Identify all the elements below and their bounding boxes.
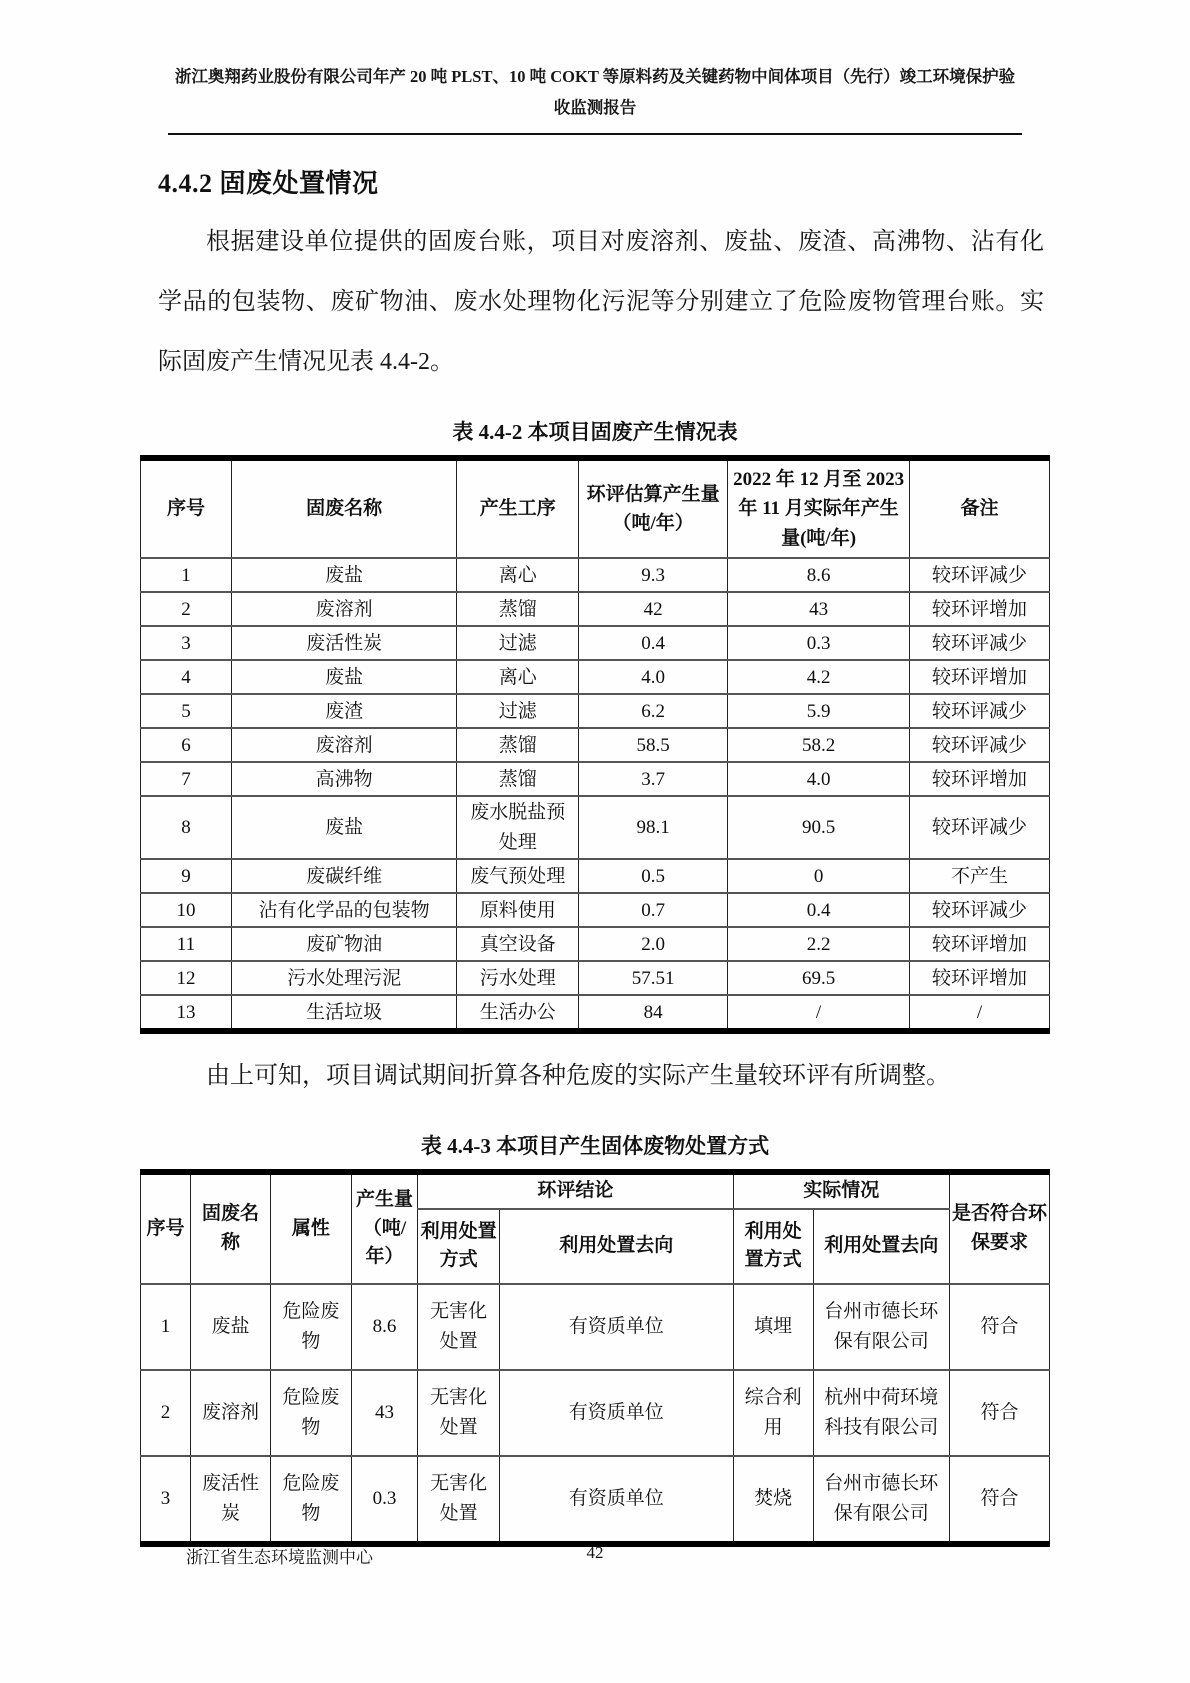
table1-header-process: 产生工序 [457, 458, 579, 558]
table-cell: 过滤 [457, 694, 579, 728]
table-cell: 6.2 [579, 694, 728, 728]
table2-header-group-actual: 实际情况 [733, 1172, 949, 1209]
table-cell: 0.4 [579, 626, 728, 660]
table-cell: 危险废物 [270, 1284, 351, 1370]
table-row [141, 728, 1050, 762]
table-cell: 废溶剂 [231, 728, 456, 762]
table-cell: 危险废物 [270, 1370, 351, 1456]
table1-title: 表 4.4-2 本项目固废产生情况表 [452, 420, 738, 445]
table-row [141, 592, 1050, 626]
table-cell: 3 [141, 626, 232, 660]
table-cell: 较环评减少 [909, 893, 1049, 927]
table2-header-attribute: 属性 [270, 1172, 351, 1284]
table-cell: 高沸物 [231, 762, 456, 796]
table-cell: 杭州中荷环境科技有限公司 [813, 1370, 949, 1456]
table-cell: 4.0 [579, 660, 728, 694]
table-cell: 0.3 [728, 626, 910, 660]
table-cell: / [728, 995, 910, 1031]
table-cell: 4.2 [728, 660, 910, 694]
table-cell: 13 [141, 995, 232, 1031]
table-cell: 危险废物 [270, 1456, 351, 1544]
table-cell: 11 [141, 927, 232, 961]
table-cell: 废盐 [231, 558, 456, 592]
table-cell: 9 [141, 859, 232, 893]
table2-header-seq: 序号 [141, 1172, 191, 1284]
footer-organization: 浙江省生态环境监测中心 [186, 1548, 373, 1567]
table-cell: 5 [141, 694, 232, 728]
table-cell: 7 [141, 762, 232, 796]
table-cell: 8.6 [351, 1284, 417, 1370]
table-cell: 较环评减少 [909, 558, 1049, 592]
table-row [141, 694, 1050, 728]
footer-page-number: 42 [586, 1543, 604, 1562]
table1-header-seq: 序号 [141, 458, 232, 558]
table-row [141, 796, 1050, 859]
table-row [141, 1284, 1050, 1370]
table1-body [141, 558, 1050, 1031]
table-cell: 真空设备 [457, 927, 579, 961]
table-cell: 58.5 [579, 728, 728, 762]
table-cell: 原料使用 [457, 893, 579, 927]
table-cell: 废活性炭 [231, 626, 456, 660]
table-row [141, 961, 1050, 995]
table-cell: 0.7 [579, 893, 728, 927]
table-cell: 废溶剂 [231, 592, 456, 626]
table-cell: 台州市德长环保有限公司 [813, 1456, 949, 1544]
table-cell: 废水脱盐预处理 [457, 796, 579, 859]
page-header-title: 浙江奥翔药业股份有限公司年产 20 吨 PLST、10 吨 COKT 等原料药及关键药物中间体项目（先行）竣工环境保护验收监测报告 [168, 0, 1022, 135]
table-cell: 较环评减少 [909, 626, 1049, 660]
table1-header-row [141, 458, 1050, 558]
table-cell: 过滤 [457, 626, 579, 660]
table-cell: 2.2 [728, 927, 910, 961]
paragraph-conclusion: 由上可知，项目调试期间折算各种危废的实际产生量较环评有所调整。 [206, 1063, 950, 1090]
table-cell: 较环评增加 [909, 592, 1049, 626]
table-cell: 不产生 [909, 859, 1049, 893]
table-cell: 1 [141, 1284, 191, 1370]
waste-disposal-table [140, 1169, 1050, 1547]
table-cell: 台州市德长环保有限公司 [813, 1284, 949, 1370]
table-row [141, 995, 1050, 1031]
table-cell: 10 [141, 893, 232, 927]
table-cell: 离心 [457, 660, 579, 694]
table-cell: 0.5 [579, 859, 728, 893]
table-cell: 43 [351, 1370, 417, 1456]
table-cell: 8.6 [728, 558, 910, 592]
table-row [141, 1370, 1050, 1456]
table-cell: 废渣 [231, 694, 456, 728]
table-cell: 4.0 [728, 762, 910, 796]
table-cell: 污水处理污泥 [231, 961, 456, 995]
table-row [141, 1456, 1050, 1544]
table-cell: 离心 [457, 558, 579, 592]
table-cell: 无害化处置 [418, 1456, 500, 1544]
table-cell: 3.7 [579, 762, 728, 796]
table-cell: 蒸馏 [457, 592, 579, 626]
table1-header-waste-name: 固废名称 [231, 458, 456, 558]
table-cell: 较环评增加 [909, 927, 1049, 961]
table-row [141, 626, 1050, 660]
table-cell: 有资质单位 [500, 1370, 734, 1456]
table-cell: 有资质单位 [500, 1284, 734, 1370]
table-cell: 2.0 [579, 927, 728, 961]
table2-title: 表 4.4-3 本项目产生固体废物处置方式 [420, 1134, 770, 1159]
table-cell: 3 [141, 1456, 191, 1544]
table-row [141, 927, 1050, 961]
table-cell: 0.4 [728, 893, 910, 927]
table-cell: 有资质单位 [500, 1456, 734, 1544]
table-cell: 较环评减少 [909, 728, 1049, 762]
table-cell: 58.2 [728, 728, 910, 762]
table-cell: 蒸馏 [457, 728, 579, 762]
table-cell: 0.3 [351, 1456, 417, 1544]
table-cell: 废碳纤维 [231, 859, 456, 893]
table-cell: 5.9 [728, 694, 910, 728]
table-cell: / [909, 995, 1049, 1031]
table-cell: 8 [141, 796, 232, 859]
table-cell: 符合 [949, 1456, 1049, 1544]
table2-header-actual-method: 利用处置方式 [733, 1209, 813, 1284]
table1-header-actual-amount: 2022 年 12 月至 2023 年 11 月实际年产生量(吨/年) [728, 458, 910, 558]
table-cell: 污水处理 [457, 961, 579, 995]
table-row [141, 762, 1050, 796]
table-cell: 废气预处理 [457, 859, 579, 893]
table2-header-amount: 产生量（吨/年） [351, 1172, 417, 1284]
table2-header-waste-name: 固废名称 [190, 1172, 270, 1284]
table-cell: 84 [579, 995, 728, 1031]
table-cell: 较环评增加 [909, 762, 1049, 796]
table-cell: 废盐 [190, 1284, 270, 1370]
table-cell: 98.1 [579, 796, 728, 859]
table-cell: 无害化处置 [418, 1370, 500, 1456]
table-cell: 6 [141, 728, 232, 762]
table-cell: 符合 [949, 1284, 1049, 1370]
table-cell: 2 [141, 592, 232, 626]
table-cell: 57.51 [579, 961, 728, 995]
table-cell: 无害化处置 [418, 1284, 500, 1370]
table-cell: 较环评减少 [909, 796, 1049, 859]
table-cell: 蒸馏 [457, 762, 579, 796]
table-cell: 42 [579, 592, 728, 626]
table-cell: 较环评增加 [909, 961, 1049, 995]
table-cell: 废盐 [231, 660, 456, 694]
table-cell: 废盐 [231, 796, 456, 859]
table-cell: 0 [728, 859, 910, 893]
table1-header-remark: 备注 [909, 458, 1049, 558]
table2-header-group-row [141, 1172, 1050, 1209]
table-row [141, 859, 1050, 893]
table-cell: 1 [141, 558, 232, 592]
table-cell: 4 [141, 660, 232, 694]
table2-header-group-eia: 环评结论 [418, 1172, 733, 1209]
table-cell: 废溶剂 [190, 1370, 270, 1456]
table1-header-eia-amount: 环评估算产生量（吨/年） [579, 458, 728, 558]
table-cell: 填埋 [733, 1284, 813, 1370]
table2-header-compliance: 是否符合环保要求 [949, 1172, 1049, 1284]
table-cell: 69.5 [728, 961, 910, 995]
table-cell: 生活垃圾 [231, 995, 456, 1031]
table-cell: 废活性炭 [190, 1456, 270, 1544]
table-row [141, 660, 1050, 694]
table2-header-eia-method: 利用处置方式 [418, 1209, 500, 1284]
paragraph-waste-ledger: 根据建设单位提供的固废台账，项目对废溶剂、废盐、废渣、高沸物、沾有化学品的包装物、废矿物油、废水处理物化污泥等分别建立了危险废物管理台账。实际固废产生情况见表 4.4-2。 [158, 229, 1044, 376]
table-cell: 符合 [949, 1370, 1049, 1456]
table-cell: 废矿物油 [231, 927, 456, 961]
table-row [141, 893, 1050, 927]
section-heading: 4.4.2 固废处置情况 [158, 169, 379, 199]
table-cell: 较环评增加 [909, 660, 1049, 694]
table-cell: 焚烧 [733, 1456, 813, 1544]
table-cell: 12 [141, 961, 232, 995]
table-cell: 90.5 [728, 796, 910, 859]
waste-production-table [140, 455, 1050, 1034]
table-cell: 2 [141, 1370, 191, 1456]
table-cell: 43 [728, 592, 910, 626]
table-cell: 生活办公 [457, 995, 579, 1031]
table-cell: 较环评减少 [909, 694, 1049, 728]
table-row [141, 558, 1050, 592]
table2-body [141, 1284, 1050, 1544]
table2-header-eia-destination: 利用处置去向 [500, 1209, 734, 1284]
table-cell: 综合利用 [733, 1370, 813, 1456]
table2-header-actual-destination: 利用处置去向 [813, 1209, 949, 1284]
table-cell: 沾有化学品的包装物 [231, 893, 456, 927]
table-cell: 9.3 [579, 558, 728, 592]
